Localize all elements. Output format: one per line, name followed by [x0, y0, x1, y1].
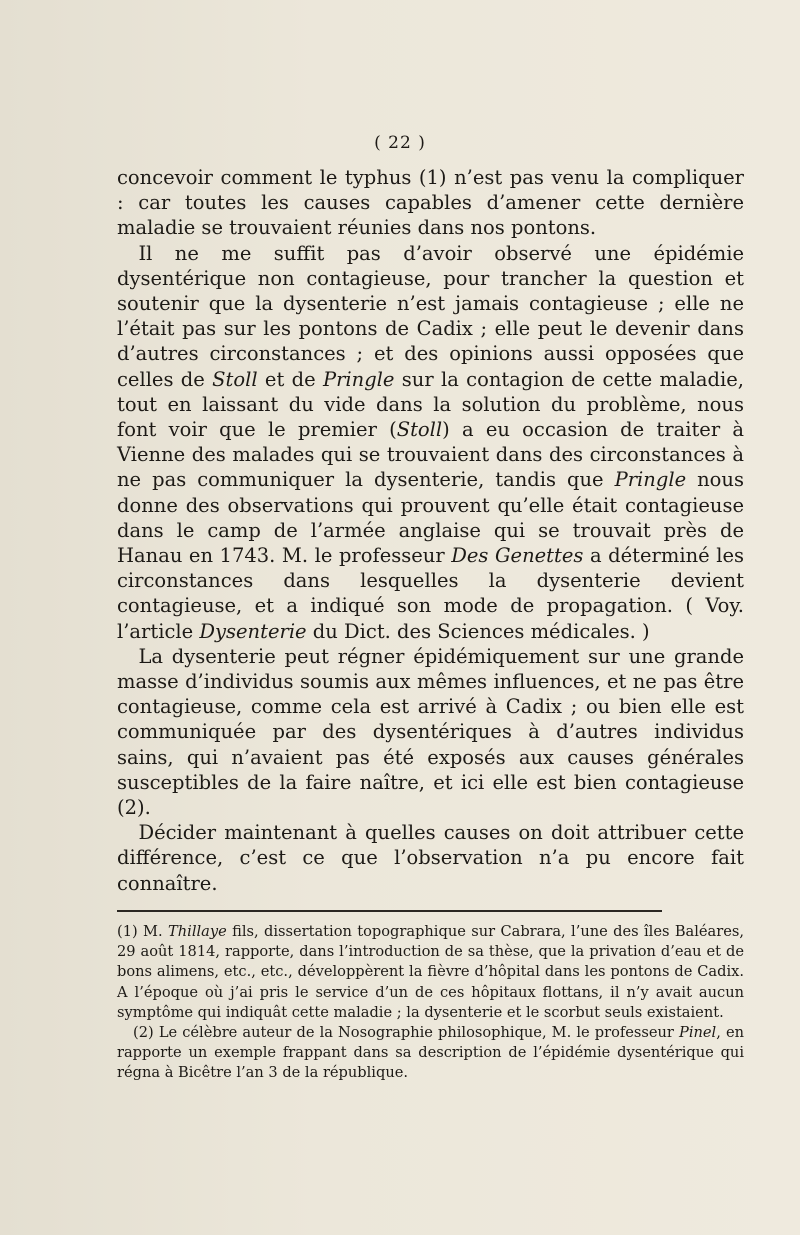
article-title: Dysenterie	[199, 619, 307, 643]
footnote-1	[117, 922, 744, 1023]
footnote-divider	[117, 910, 662, 912]
text-run: du Dict. des Sciences médicales. )	[306, 619, 650, 643]
author-name-pringle: Pringle	[322, 367, 395, 391]
paragraph-4	[117, 820, 744, 896]
author-name-pinel: Pinel	[679, 1023, 717, 1041]
text-run: (1) M.	[117, 922, 169, 940]
author-name-stoll: Stoll	[212, 367, 258, 391]
paragraph-3	[117, 644, 744, 820]
footnotes	[117, 922, 744, 1084]
main-text	[117, 165, 744, 896]
text-run: a déterminé les circonstances dans lesquelles la dysenterie devient contagieuse, et a indiqué son mode de propagation. ( Voy. l’article	[117, 544, 744, 643]
text-run: fils, dissertation topographique sur Cabrara, l’une des îles Baléares, 29 août 1814, rapporte, dans l’introduction de sa thèse, que la privation d’eau et de bons alimens, etc., etc., développèrent la fièvre d’hôpital dans les pontons de Cadix. A l’époque où j’ai pris le service d’un de ces hôpitaux flottans, il n’y avait aucun symptôme qui indiquât cette maladie ; la dysenterie et le scorbut seuls existaient.	[117, 922, 744, 1021]
text-run: concevoir comment le typhus (1) n’est pas venu la compliquer : car toutes les causes capables d’amener cette dernière maladie se trouvaient réunies dans nos pontons.	[117, 166, 744, 240]
text-run: sur la contagion de cette maladie, tout en laissant du vide dans la solution du problème, nous font voir que le premier (	[117, 367, 744, 442]
footnote-2	[117, 1023, 744, 1084]
text-run: nous donne des observations qui prouvent qu’elle était contagieuse dans le camp de l’armée anglaise qui se trouvait près de Hanau en 1743. M. le professeur	[117, 468, 744, 568]
text-run: (2) Le célèbre auteur de la Nosographie philosophique, M. le professeur	[133, 1023, 679, 1041]
page-number: ( 22 )	[374, 133, 426, 153]
text-run: La dysenterie peut régner épidémiquement sur une grande masse d’individus soumis aux mêmes influences, et ne pas être contagieuse, comme cela est arrivé à Cadix ; ou bien elle est communiquée par des dysentériques à d’autres individus sains, qui n’avaient pas été exposés aux causes générales susceptibles de la faire naître, et ici elle est bien contagieuse (2).	[117, 644, 744, 820]
author-name-thillaye: Thillaye	[168, 922, 227, 940]
text-run: Il ne me suffit pas d’avoir observé une épidémie dysentérique non contagieuse, pour trancher la question et soutenir que la dysenterie n’est jamais contagieuse ; elle ne l’était pas sur les pontons de Cadix ; elle peut le devenir dans d’autres circonstances ; et des opinions aussi opposées que celles de	[117, 241, 744, 391]
author-name-stoll: Stoll	[396, 418, 443, 442]
text-run: Décider maintenant à quelles causes on doit attribuer cette différence, c’est ce que l’observation n’a pu encore fait connaître.	[117, 821, 744, 895]
paragraph-2	[117, 241, 744, 644]
text-run: , en rapporte un exemple frappant dans sa description de l’épidémie dysentérique qui régna à Bicêtre l’an 3 de la république.	[117, 1023, 744, 1082]
paragraph-1	[117, 165, 744, 241]
author-name-des-genettes: Des Genettes	[451, 544, 584, 568]
author-name-pringle: Pringle	[614, 468, 687, 492]
text-run: et de	[257, 367, 323, 391]
text-run: ) a eu occasion de traiter à Vienne des malades qui se trouvaient dans des circonstances à ne pas communiquer la dysenterie, tandis que	[117, 418, 745, 492]
